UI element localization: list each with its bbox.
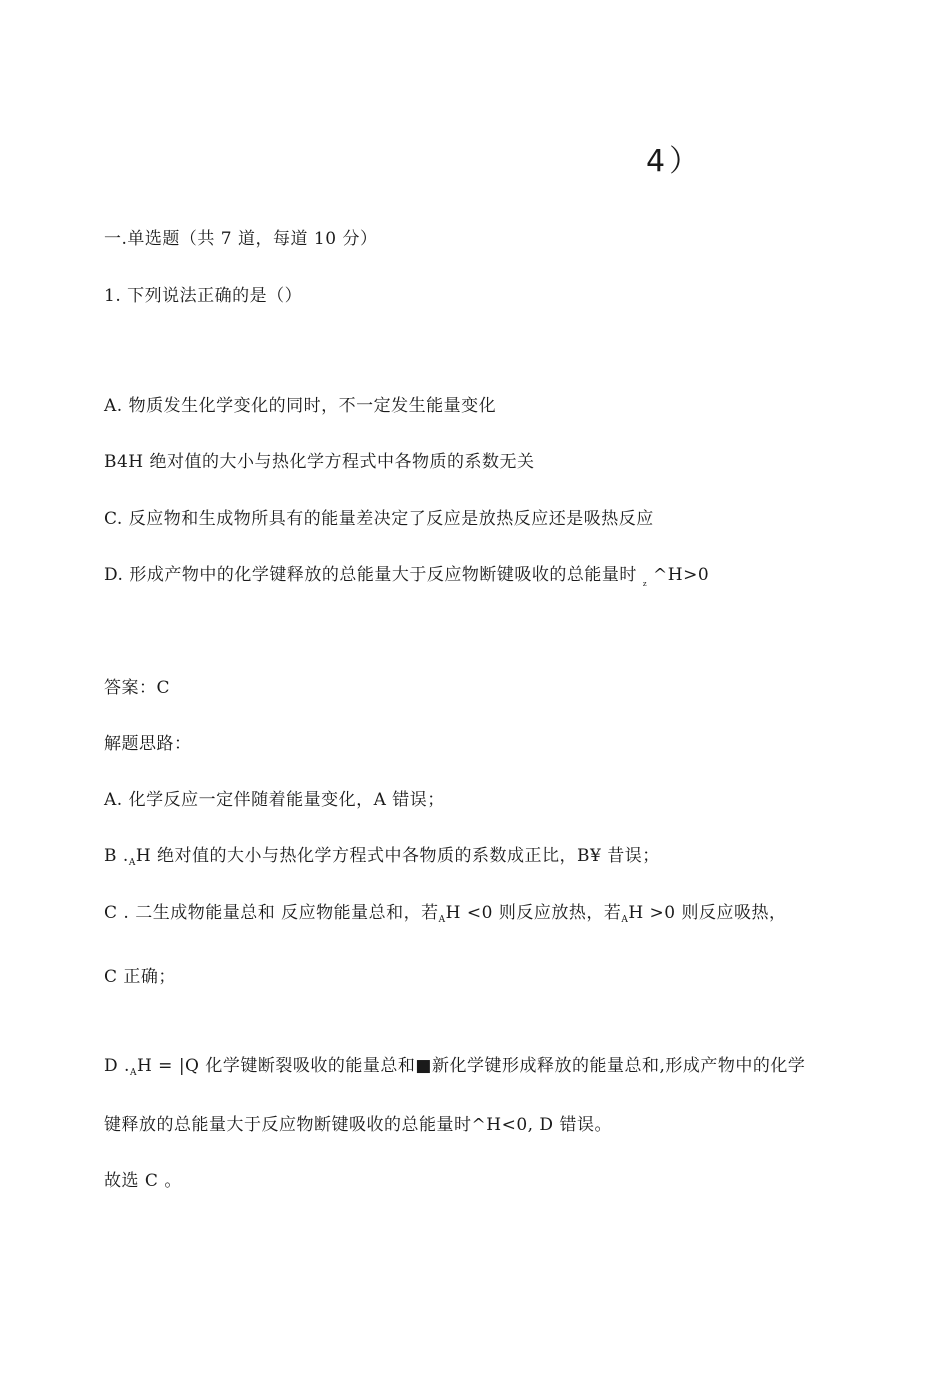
section-header: 一.单选题（共 7 道，每道 10 分） [104,229,378,249]
analysis-a: A. 化学反应一定伴随着能量变化，A 错误； [104,790,445,810]
analysis-c-sub1: A [438,915,446,925]
analysis-c-mid: H <0 则反应放热，若 [445,903,622,923]
analysis-c-sub2: A [621,915,629,925]
page-title-fragment: 4） [646,144,704,179]
analysis-d-line2: 键释放的总能量大于反应物断键吸收的总能量时^H<0, D 错误。 [104,1115,612,1135]
analysis-d-sub: A [129,1068,137,1078]
option-a: A. 物质发生化学变化的同时，不一定发生能量变化 [104,396,497,416]
analysis-b-sub: A [128,858,136,868]
option-b: B4H 绝对值的大小与热化学方程式中各物质的系数无关 [104,452,535,472]
option-d-main: D. 形成产物中的化学键释放的总能量大于反应物断键吸收的总能量时 [104,565,637,585]
analysis-b-pre: B . [104,846,129,866]
analysis-b-post: H 绝对值的大小与热化学方程式中各物质的系数成正比，B¥ 昔误； [135,846,660,866]
conclusion: 故选 C 。 [104,1171,182,1191]
analysis-c [104,898,787,925]
question-text: 1. 下列说法正确的是（） [104,286,303,306]
analysis-d-post: H = |Q 化学键断裂吸收的能量总和■新化学键形成释放的能量总和,形成产物中的化学 [136,1056,806,1076]
analysis-header: 解题思路： [104,734,192,754]
option-d [104,560,709,588]
analysis-b [104,841,660,868]
analysis-c-pre: C . 二生成物能量总和 反应物能量总和，若 [104,903,439,923]
option-c: C. 反应物和生成物所具有的能量差决定了反应是放热反应还是吸热反应 [104,509,654,529]
analysis-d-pre: D . [104,1056,130,1076]
answer-text: 答案：C [104,678,171,698]
analysis-d [104,1051,805,1078]
analysis-c-post: H >0 则反应吸热， [628,903,787,923]
option-d-tail: ^H>0 [653,565,710,585]
option-d-small: z [642,580,648,588]
analysis-c-line2: C 正确； [104,967,176,987]
